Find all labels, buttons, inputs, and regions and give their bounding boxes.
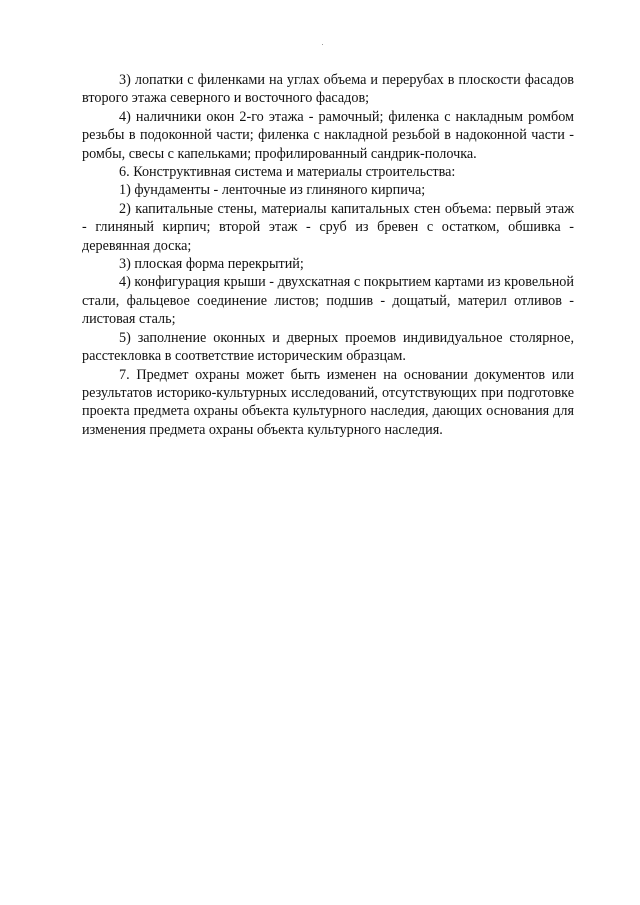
paragraph-capital-walls: 2) капитальные стены, материалы капитальных стен объема: первый этаж - глиняный кирпич; второй этаж - сруб из бревен с остатком, обшивка - деревянная доска; [82, 200, 574, 254]
paragraph-window-door-fill: 5) заполнение оконных и дверных проемов индивидуальное столярное, расстекловка в соответствие историческим образцам. [82, 329, 574, 365]
paragraph-pilasters: 3) лопатки с филенками на углах объема и перерубах в плоскости фасадов второго этажа северного и восточного фасадов; [82, 72, 574, 107]
document-body [82, 71, 574, 439]
section-heading-structural-system: 6. Конструктивная система и материалы строительства: [119, 164, 456, 181]
paragraph-window-casings: 4) наличники окон 2-го этажа - рамочный; филенка с накладным ромбом резьбы в подоконной части; филенка с накладной резьбой в надоконной части - ромбы, свесы с капельками; профилированный сандрик-полочка. [82, 108, 574, 162]
scan-speck [322, 44, 323, 45]
paragraph-floor-slabs: 3) плоская форма перекрытий; [119, 256, 304, 273]
paragraph-foundations: 1) фундаменты - ленточные из глиняного кирпича; [119, 182, 426, 199]
paragraph-roof-configuration: 4) конфигурация крыши - двухскатная с покрытием картами из кровельной стали, фальцевое соединение листов; подшив - дощатый, материл отливов - листовая сталь; [82, 274, 574, 328]
paragraph-protection-subject-change: 7. Предмет охраны может быть изменен на основании документов или результатов историко-культурных исследований, отсутствующих при подготовке проекта предмета охраны объекта культурного наследия, дающих основания для изменения предмета охраны объекта культурного наследия. [82, 366, 574, 438]
